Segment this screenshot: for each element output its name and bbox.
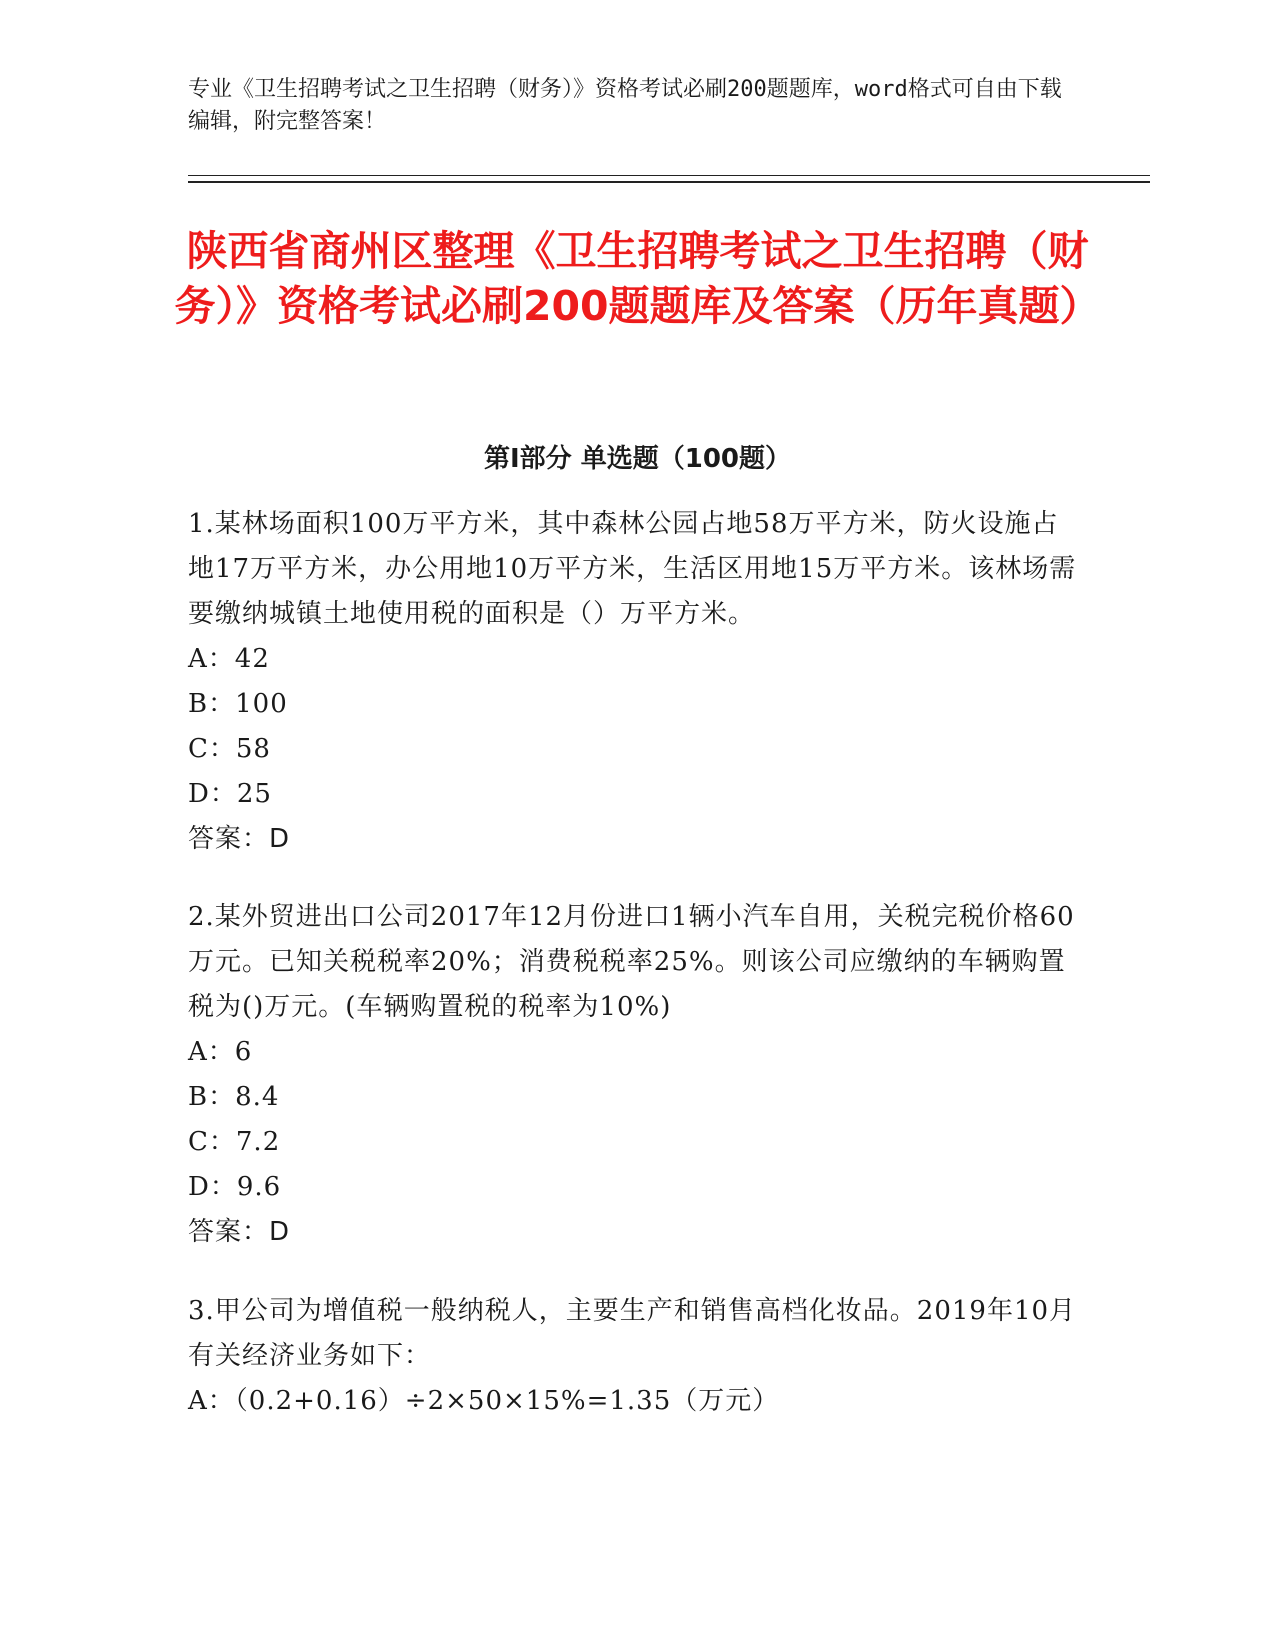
answer: 答案：D [188, 824, 291, 854]
section-heading: 第I部分 单选题（100题） [484, 444, 791, 474]
document-title: 陕西省商州区整理《卫生招聘考试之卫生招聘（财务）》资格考试必刷200题题库及答案（历年真题） [174, 227, 1101, 330]
header-divider-thin [188, 175, 1150, 176]
option-d: D：25 [188, 779, 272, 809]
question-1 [188, 502, 1080, 862]
option-c: C：7.2 [188, 1127, 281, 1157]
question-stem: 3.甲公司为增值税一般纳税人，主要生产和销售高档化妆品。2019年10月有关经济业务如下： [188, 1296, 1077, 1371]
option-a: A：（0.2+0.16）÷2×50×15%=1.35（万元） [188, 1386, 780, 1416]
option-a: A：42 [188, 644, 270, 674]
header-note: 专业《卫生招聘考试之卫生招聘（财务）》资格考试必刷200题题库，word格式可自由下载编辑，附完整答案！ [188, 77, 1062, 134]
header-divider-thick [188, 181, 1150, 183]
answer: 答案：D [188, 1217, 291, 1247]
option-d: D：9.6 [188, 1172, 282, 1202]
option-c: C：58 [188, 734, 271, 764]
option-b: B：8.4 [188, 1082, 280, 1112]
question-3 [188, 1289, 1080, 1424]
question-stem: 1.某林场面积100万平方米，其中森林公园占地58万平方米，防火设施占地17万平方米，办公用地10万平方米，生活区用地15万平方米。该林场需要缴纳城镇土地使用税的面积是（）万平方米。 [188, 509, 1077, 629]
option-a: A：6 [188, 1037, 253, 1067]
option-b: B：100 [188, 689, 288, 719]
question-2 [188, 895, 1080, 1255]
question-stem: 2.某外贸进出口公司2017年12月份进口1辆小汽车自用，关税完税价格60万元。已知关税税率20%；消费税税率25%。则该公司应缴纳的车辆购置税为()万元。(车辆购置税的税率为10%) [188, 902, 1075, 1022]
